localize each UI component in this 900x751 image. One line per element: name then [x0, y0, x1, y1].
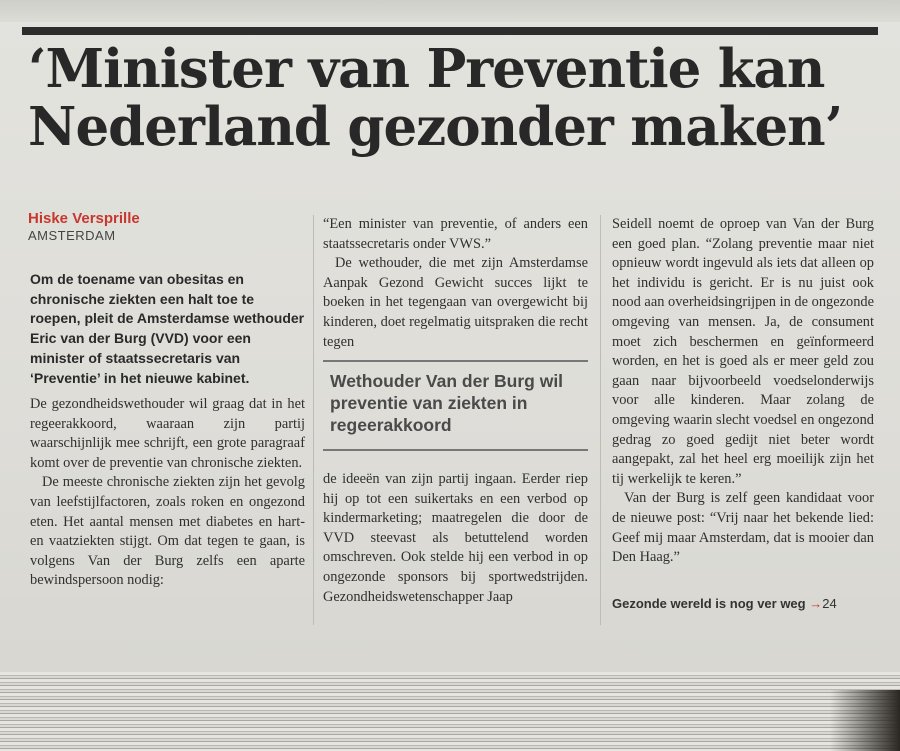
reference-text: Gezonde wereld is nog ver weg — [612, 596, 806, 611]
column-divider — [600, 215, 601, 625]
lead-paragraph: Om de toename van obesitas en chronische ziekten een halt toe te roepen, pleit de Amsterdamse wethouder Eric van der Burg (VVD) voor een minister of staatssecretaris van ‘Preventie’ in het nieuwe kabinet. — [30, 271, 305, 386]
body-paragraph: “Een minister van preventie, of anders een staatssecretaris onder VWS.” — [323, 216, 588, 252]
headline-top-rule — [22, 27, 878, 35]
dateline-place: AMSTERDAM — [28, 228, 116, 243]
body-paragraph: De gezondheidswethouder wil graag dat in het regeerakkoord, waaraan zijn partij waarschijnlijk mee schrijft, een grote paragraaf komt over de preventie van chronische ziekten. — [30, 396, 305, 471]
previous-page-edge — [0, 0, 900, 22]
article-column-2-bottom — [323, 470, 588, 607]
body-paragraph: Van der Burg is zelf geen kandidaat voor de nieuwe post: “Vrij naar het bekende lied: Geef mij maar Amsterdam, dat is mooier dan Den Haag.” — [612, 490, 874, 566]
body-paragraph: Seidell noemt de oproep van Van der Burg een goed plan. “Zolang preventie maar niet opnieuw wordt ingevuld als iets dat alleen op het individu is gericht. Er is nu juist ook nood aan overheidsingrijpen in de ongezonde omgeving van mensen. Ja, de consument moet zich beschermen en geïnformeerd worden, en het is goed als er meer geld zou gaan naar bijvoorbeeld voedselonderwijs voor alle kinderen. Maar zolang de omgeving waarin slecht voedsel en ongezond gedrag zo goed gedijt niet beter wordt aangepakt, zal het heel erg moeilijk zijn het tij werkelijk te keren.” — [612, 216, 874, 487]
intertitle-rule-top — [323, 360, 588, 362]
continuation-reference — [612, 596, 837, 611]
headline — [28, 40, 888, 156]
arrow-right-icon: → — [809, 596, 823, 611]
body-paragraph: de ideeën van zijn partij ingaan. Eerder riep hij op tot een suikertaks en een verbod op kindermarketing; maatregelen die door de VVD steevast als betuttelend worden omschreven. Ook stelde hij een verbod in op ongezonde sponsors bij sportwedstrijden. Gezondheidswetenschapper Jaap — [323, 471, 588, 605]
column-divider — [313, 215, 314, 625]
article-column-3 — [612, 215, 874, 568]
article-column-1 — [30, 395, 305, 591]
author-name: Hiske Versprille — [28, 210, 140, 227]
body-paragraph: De meeste chronische ziekten zijn het gevolg van leefstijlfactoren, zoals roken en ongezond eten. Het aantal mensen met diabetes en hart- en vaatziekten stijgt. Om dat tegen te gaan, is volgens Van der Burg zelfs een aparte bewindspersoon nodig: — [30, 474, 305, 589]
background-shadow — [830, 690, 900, 751]
byline — [28, 210, 140, 244]
headline-line-2: Nederland gezonder maken’ — [28, 96, 843, 158]
intertitle: Wethouder Van der Burg wil preventie van ziekten in regeerakkoord — [330, 371, 564, 435]
intertitle-rule-bottom — [323, 449, 588, 451]
headline-line-1: ‘Minister van Preventie kan — [28, 38, 825, 100]
article-column-2-top — [323, 215, 588, 352]
paper-stack-edges — [0, 672, 900, 751]
reference-page-number: 24 — [822, 596, 837, 611]
body-paragraph: De wethouder, die met zijn Amsterdamse Aanpak Gezond Gewicht succes lijkt te boeken in het tegengaan van overgewicht bij kinderen, doet regelmatig uitspraken die recht tegen — [323, 255, 588, 350]
